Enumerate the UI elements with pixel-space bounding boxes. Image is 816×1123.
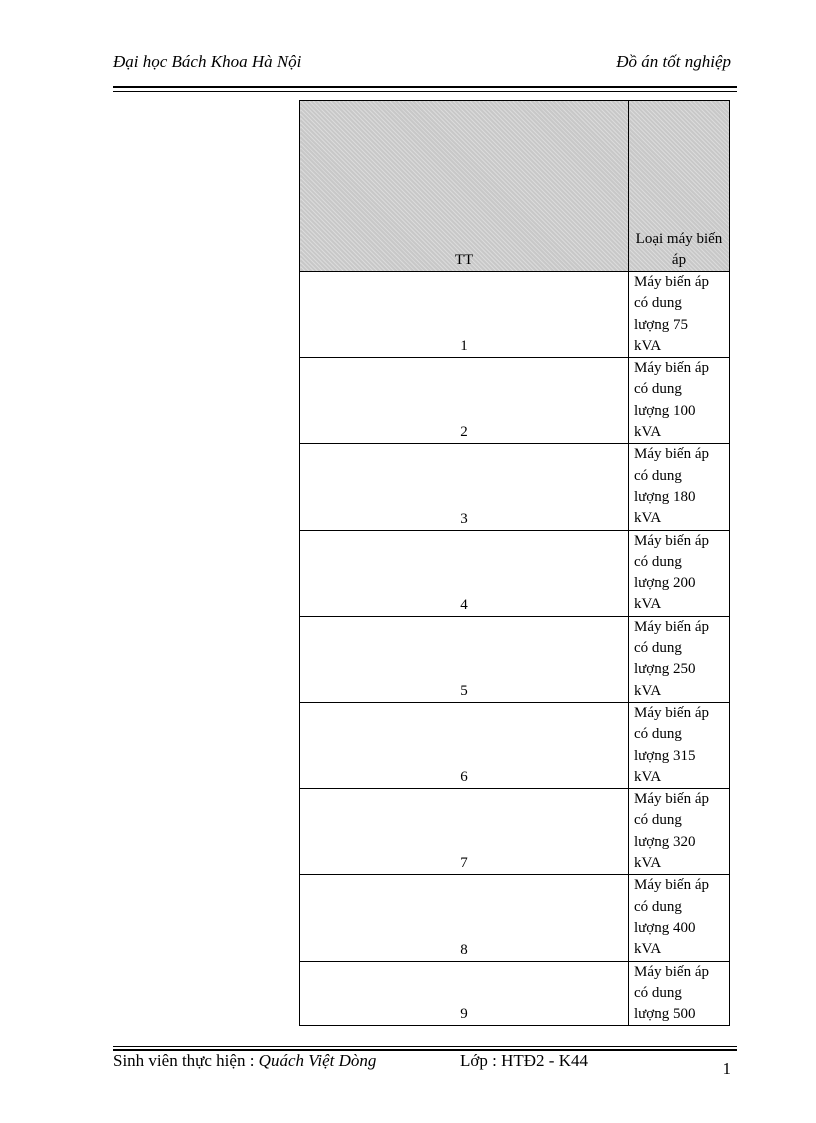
table-row — [300, 961, 730, 1026]
cell-type: Máy biến áp có dung lượng 75 kVA — [629, 272, 730, 358]
table-row — [300, 444, 730, 530]
cell-type: Máy biến áp có dung lượng 315 kVA — [629, 702, 730, 788]
header-university: Đại học Bách Khoa Hà Nội — [113, 52, 302, 71]
transformer-table — [299, 100, 730, 1026]
header-rule-thick — [113, 86, 737, 88]
cell-type: Máy biến áp có dung lượng 500 — [629, 961, 730, 1026]
student-label: Sinh viên thực hiện : — [113, 1051, 259, 1070]
cell-tt: 5 — [300, 616, 629, 702]
page-header — [113, 52, 737, 82]
footer-class: Lớp : HTĐ2 - K44 — [460, 1051, 588, 1070]
page-footer — [113, 1051, 737, 1081]
table-row — [300, 875, 730, 961]
footer-rule-thin — [113, 1046, 737, 1047]
cell-type: Máy biến áp có dung lượng 100 kVA — [629, 358, 730, 444]
cell-tt: 6 — [300, 702, 629, 788]
column-header-tt: TT — [300, 101, 629, 272]
header-document-type: Đồ án tốt nghiệp — [616, 52, 731, 71]
table-row — [300, 702, 730, 788]
cell-tt: 3 — [300, 444, 629, 530]
cell-tt: 2 — [300, 358, 629, 444]
table-header-row — [300, 101, 730, 272]
cell-tt: 8 — [300, 875, 629, 961]
table-row — [300, 530, 730, 616]
table-row — [300, 789, 730, 875]
column-header-type: Loại máy biến áp — [629, 101, 730, 272]
cell-tt: 4 — [300, 530, 629, 616]
header-rule-thin — [113, 91, 737, 92]
table-row — [300, 358, 730, 444]
cell-type: Máy biến áp có dung lượng 180 kVA — [629, 444, 730, 530]
cell-tt: 9 — [300, 961, 629, 1026]
student-name: Quách Việt Dòng — [258, 1051, 377, 1070]
cell-tt: 7 — [300, 789, 629, 875]
table-row — [300, 616, 730, 702]
page-number: 1 — [722, 1059, 731, 1078]
cell-type: Máy biến áp có dung lượng 250 kVA — [629, 616, 730, 702]
cell-tt: 1 — [300, 272, 629, 358]
cell-type: Máy biến áp có dung lượng 400 kVA — [629, 875, 730, 961]
cell-type: Máy biến áp có dung lượng 200 kVA — [629, 530, 730, 616]
cell-type: Máy biến áp có dung lượng 320 kVA — [629, 789, 730, 875]
footer-student — [113, 1051, 376, 1071]
table-row — [300, 272, 730, 358]
